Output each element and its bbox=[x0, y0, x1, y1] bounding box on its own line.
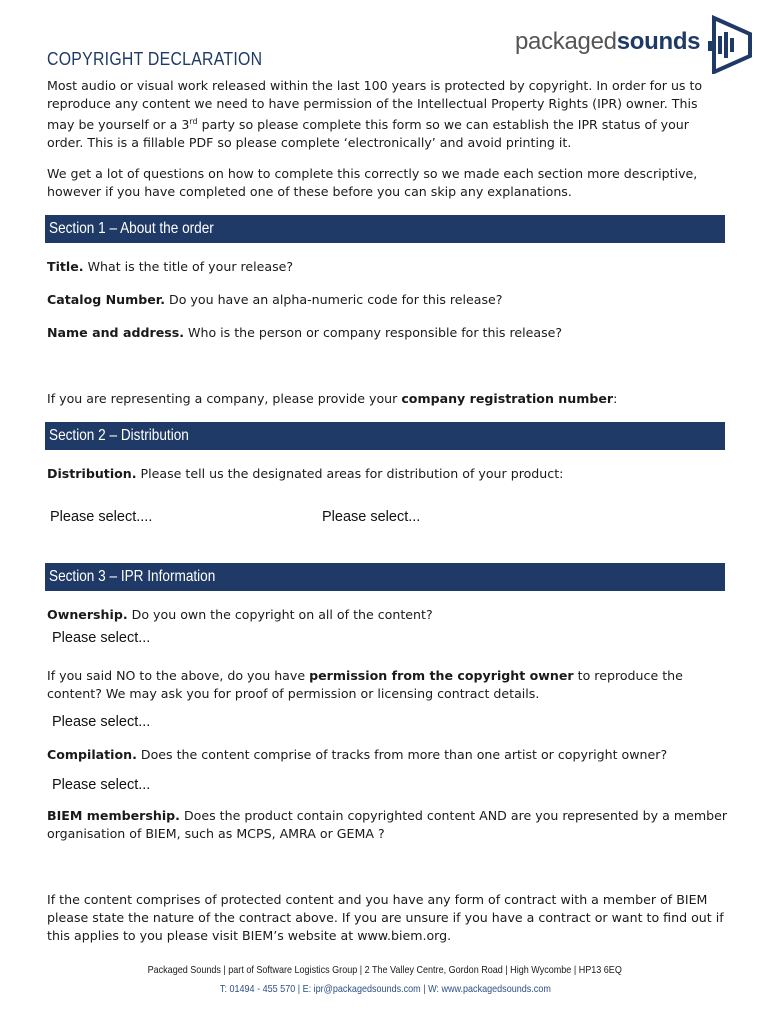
compilation-label: Compilation. bbox=[47, 747, 137, 762]
footer-contact bbox=[0, 983, 770, 995]
biem-label: BIEM membership. bbox=[47, 808, 180, 823]
company-reg-text-a: If you are representing a company, please provide your bbox=[47, 391, 402, 406]
compilation-select[interactable]: Please select... bbox=[52, 777, 151, 793]
permission-text-b: to reproduce the content? We may ask you for proof of permission or licensing contract details. bbox=[47, 668, 683, 701]
distribution-select-2[interactable]: Please select... bbox=[322, 509, 421, 525]
ownership-select[interactable]: Please select... bbox=[52, 630, 151, 646]
title-question bbox=[47, 258, 737, 276]
company-reg-bold: company registration number bbox=[401, 391, 614, 406]
company-reg-question bbox=[47, 390, 737, 408]
intro-p1-b: party so please complete this form so we can establish the IPR status of your order. This is a fillable PDF so please complete ‘electronically’ and avoid printing it. bbox=[47, 117, 689, 151]
footer-address bbox=[0, 964, 770, 976]
ownership-label: Ownership. bbox=[47, 607, 128, 622]
section-3-heading bbox=[45, 563, 725, 591]
permission-question bbox=[47, 667, 727, 703]
logo-text-light: packaged bbox=[515, 28, 617, 55]
compilation-question bbox=[47, 746, 737, 764]
intro-p1-sup: rd bbox=[189, 117, 198, 126]
name-address-label: Name and address. bbox=[47, 325, 185, 340]
title-label: Title. bbox=[47, 259, 84, 274]
biem-note: If the content comprises of protected content and you have any form of contract with a member of BIEM please state the nature of the contract above. If you are unsure if you have a contract or want to find out if this applies to you please visit BIEM’s website at www.biem.org. bbox=[47, 892, 724, 943]
footer-address-text: Packaged Sounds | part of Software Logistics Group | 2 The Valley Centre, Gordon Road | High Wycombe | HP13 6EQ bbox=[147, 964, 623, 976]
company-reg-text-b: : bbox=[613, 391, 618, 406]
distribution-question bbox=[47, 465, 737, 483]
section-2-heading-text: Section 2 – Distribution bbox=[49, 427, 189, 444]
logo-mark-icon bbox=[706, 14, 754, 74]
distribution-select-1[interactable]: Please select.... bbox=[50, 509, 153, 525]
name-address-question-text: Who is the person or company responsible for this release? bbox=[184, 325, 563, 340]
ownership-question-text: Do you own the copyright on all of the content? bbox=[127, 607, 433, 622]
distribution-question-text: Please tell us the designated areas for distribution of your product: bbox=[136, 466, 564, 481]
biem-question bbox=[47, 807, 732, 843]
permission-bold: permission from the copyright owner bbox=[309, 668, 574, 683]
section-2-heading bbox=[45, 422, 725, 450]
catalog-question-text: Do you have an alpha-numeric code for this release? bbox=[165, 292, 503, 307]
footer-contact-text: T: 01494 - 455 570 | E: ipr@packagedsounds.com | W: www.packagedsounds.com bbox=[219, 983, 551, 995]
section-1-heading-text: Section 1 – About the order bbox=[49, 220, 214, 237]
logo bbox=[515, 28, 700, 56]
section-3-heading-text: Section 3 – IPR Information bbox=[49, 568, 216, 585]
intro-paragraph-1 bbox=[47, 77, 727, 152]
title-question-text: What is the title of your release? bbox=[83, 259, 294, 274]
catalog-label: Catalog Number. bbox=[47, 292, 166, 307]
intro-p1-a: Most audio or visual work released within the last 100 years is protected by copyright. In order for us to reproduce any content we need to have permission of the Intellectual Property Rights (IPR) owner. This may be yourself or a 3 bbox=[47, 78, 703, 133]
ownership-question bbox=[47, 606, 737, 624]
permission-select[interactable]: Please select... bbox=[52, 714, 151, 730]
section-1-heading bbox=[45, 215, 725, 243]
distribution-label: Distribution. bbox=[47, 466, 137, 481]
logo-text-bold: sounds bbox=[616, 28, 701, 55]
catalog-question bbox=[47, 291, 737, 309]
biem-question-text: Does the product contain copyrighted content AND are you represented by a member organisation of BIEM, such as MCPS, AMRA or GEMA ? bbox=[47, 808, 728, 841]
compilation-question-text: Does the content comprise of tracks from more than one artist or copyright owner? bbox=[136, 747, 668, 762]
permission-text-a: If you said NO to the above, do you have bbox=[47, 668, 310, 683]
intro-paragraph-2: We get a lot of questions on how to complete this correctly so we made each section more descriptive, however if you have completed one of these before you can skip any explanations. bbox=[47, 166, 698, 199]
name-address-question bbox=[47, 324, 737, 342]
page-title: COPYRIGHT DECLARATION bbox=[47, 49, 263, 69]
